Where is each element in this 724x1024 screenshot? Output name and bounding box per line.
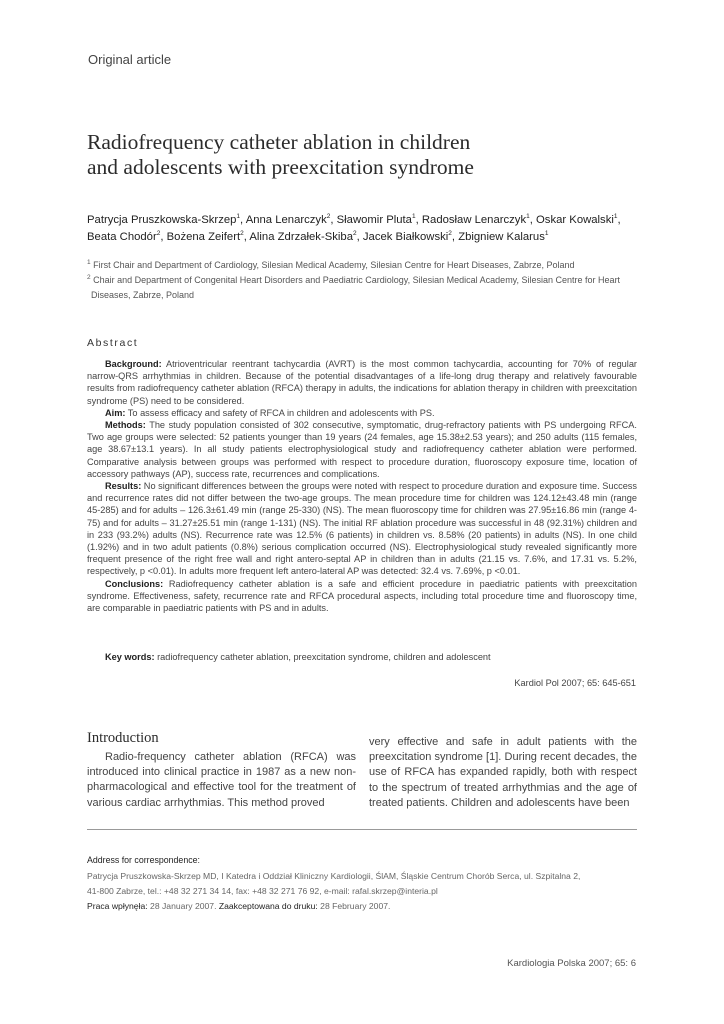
abstract-conclusions: Conclusions: Radiofrequency catheter ablation is a safe and efficient procedure in paediatric patients with preexcitation syndrome. Effectiveness, safety, recurrence rate and RFCA procedural aspects, including total procedure time and fluoroscopy time, are comparable in paediatric patients with PS and in adults. xyxy=(87,578,637,614)
affiliation xyxy=(87,273,647,303)
correspondence-address: Patrycja Pruszkowska-Skrzep MD, I Katedra i Oddział Kliniczny Kardiologii, ŚlAM, Śląskie Centrum Chorób Serca, ul. Szpitalna 2, xyxy=(87,871,581,881)
author-name: Sławomir Pluta xyxy=(336,214,412,226)
accepted-label: Zaakceptowana do druku: xyxy=(218,901,318,911)
affiliation-marker: 2 xyxy=(326,213,331,221)
author-name: Radosław Lenarczyk xyxy=(421,214,527,226)
affiliation-number: 2 xyxy=(87,274,91,281)
divider xyxy=(87,829,637,830)
abstract-aim: Aim: To assess efficacy and safety of RFCA in children and adolescents with PS. xyxy=(105,407,435,418)
correspondence-block xyxy=(87,853,647,914)
author-name: Anna Lenarczyk xyxy=(245,214,327,226)
affiliation-text: First Chair and Department of Cardiology, Silesian Medical Academy, Silesian Centre for Heart Diseases, Zabrze, Poland xyxy=(93,260,575,270)
affiliation-marker: 1 xyxy=(613,213,618,221)
article-type-label: Original article xyxy=(88,52,172,67)
correspondence-title: Address for correspondence: xyxy=(87,855,200,865)
introduction-paragraph-continued: very effective and safe in adult patients with the preexcitation syndrome [1]. During recent decades, the use of RFCA has expanded rapidly, both with respect to the spectrum of treated arrhythmias and the age of treated patients. Children and adolescents have been xyxy=(369,736,637,809)
title-line: and adolescents with preexcitation syndrome xyxy=(87,155,474,179)
affiliation-marker: 1 xyxy=(544,230,549,238)
submission-dates xyxy=(87,899,647,914)
author-name: Patrycja Pruszkowska-Skrzep xyxy=(87,214,237,226)
keywords xyxy=(105,652,491,662)
article-title xyxy=(87,130,647,180)
keywords-text: radiofrequency catheter ablation, preexcitation syndrome, children and adolescent xyxy=(154,652,491,662)
accepted-date: 28 February 2007. xyxy=(317,901,391,911)
introduction-paragraph: Radio-frequency catheter ablation (RFCA) was introduced into clinical practice in 1987 as a new non-pharmacological and effective tool for the treatment of various cardiac arrhythmias. This method proved xyxy=(87,751,356,809)
introduction-left-column xyxy=(87,750,356,811)
author-name: Oskar Kowalski xyxy=(536,214,614,226)
received-label: Praca wpłynęła: xyxy=(87,901,148,911)
affiliation-marker: 2 xyxy=(156,230,161,238)
author-line: Patrycja Pruszkowska-Skrzep$^1$, Anna Lenarczyk$^2$, Sławomir Pluta$^1$, Radosław Lenarczyk$^1$, Oskar Kowalski$^1$, xyxy=(87,213,621,226)
author-line: Beata Chodór$^2$, Bożena Zeifert$^2$, Alina Zdrzałek-Skiba$^2$, Jacek Białkowski$^2$, Zbigniew Kalarus$^1$ xyxy=(87,230,549,243)
title-line: Radiofrequency catheter ablation in children xyxy=(87,130,471,154)
affiliation-marker: 1 xyxy=(411,213,416,221)
author-list xyxy=(87,212,647,246)
affiliation-number: 1 xyxy=(87,259,91,266)
affiliation-marker: 2 xyxy=(352,230,357,238)
received-date: 28 January 2007. xyxy=(147,901,219,911)
affiliation-text: Chair and Department of Congenital Heart Disorders and Paediatric Cardiology, Silesian Medical Academy, Silesian Centre for Heart xyxy=(93,275,621,285)
page-footer: Kardiologia Polska 2007; 65: 6 xyxy=(507,958,636,969)
correspondence-contact: 41-800 Zabrze, tel.: +48 32 271 34 14, fax: +48 32 271 76 92, e-mail: rafal.skrzep@interia.pl xyxy=(87,886,438,896)
abstract-methods: Methods: The study population consisted of 302 consecutive, symptomatic, drug-refractory patients with PS undergoing RFCA. Two age groups were selected: 52 patients younger than 19 years (24 females, age 15.38±2.53 years); and 250 adults (115 females, age 38.67±13.1 years). In all study patients electrophysiological study and radiofrequency catheter ablation were performed. Comparative analysis between groups was performed with respect to procedure duration, fluoroscopy exposure time, location of accessory pathways (AP), success rate, recurrences and complications. xyxy=(87,420,637,479)
abstract-background: Background: Atrioventricular reentrant tachycardia (AVRT) is the most common tachycardia, accounting for 70% of regular narrow-QRS arrhythmias in children. Because of the potential disadvantages of a life-long drug therapy and relatively favourable results from radiofrequency catheter ablation (RFCA) therapy in adults, the indications for ablation therapy in children with preexcitation syndrome (PS) need to be considered. xyxy=(87,359,637,406)
author-name: Bożena Zeifert xyxy=(166,231,241,243)
abstract-heading: Abstract xyxy=(87,337,139,349)
affiliation-marker: 2 xyxy=(240,230,244,238)
author-name: Beata Chodór xyxy=(87,231,157,243)
abstract-body xyxy=(87,358,637,614)
affiliation-marker: 1 xyxy=(526,213,530,221)
introduction-heading: Introduction xyxy=(87,730,159,746)
affiliation-marker: 2 xyxy=(448,230,452,238)
introduction-right-column xyxy=(369,735,637,811)
keywords-label: Key words: xyxy=(105,652,155,662)
author-name: Zbigniew Kalarus xyxy=(458,231,545,243)
author-name: Alina Zdrzałek-Skiba xyxy=(249,231,353,243)
journal-citation: Kardiol Pol 2007; 65: 645-651 xyxy=(514,678,636,688)
abstract-results: Results: No significant differences between the groups were noted with respect to procedure duration and exposure time. Success and recurrence rates did not differ between the two-age groups. The mean procedure time for children was 124.12±43.48 min (range 45-285) and for adults – 126.3±61.49 min (range 25-330) (NS). The mean fluoroscopy time for children was 27.95±16.86 min (range 4-75) and for adults – 31.27±25.51 min (range 1-131) (NS). The initial RF ablation procedure was successful in 48 (92.31%) children and in 233 (93.2%) adults (NS). Recurrence rate was 12.5% (6 patients) in children vs. 8.58% (20 patients) in adults (NS). In one child (1.92%) and in two adult patients (0.8%) serious complication occurred (NS). Electrophysiological study revealed significantly more frequent presence of the right free wall and right antero-septal AP in children than in adults (21.15 vs. 7.6%, and 17.31 vs. 5.2%, respectively, p <0.01). In adults more frequent left antero-lateral AP was detected: 32.4 vs. 7.69%, p <0.01. xyxy=(87,481,637,577)
affiliation xyxy=(87,258,647,273)
affiliation-marker: 1 xyxy=(236,213,241,221)
author-name: Jacek Białkowski xyxy=(362,231,449,243)
affiliation-text-continued: Diseases, Zabrze, Poland xyxy=(91,290,195,300)
